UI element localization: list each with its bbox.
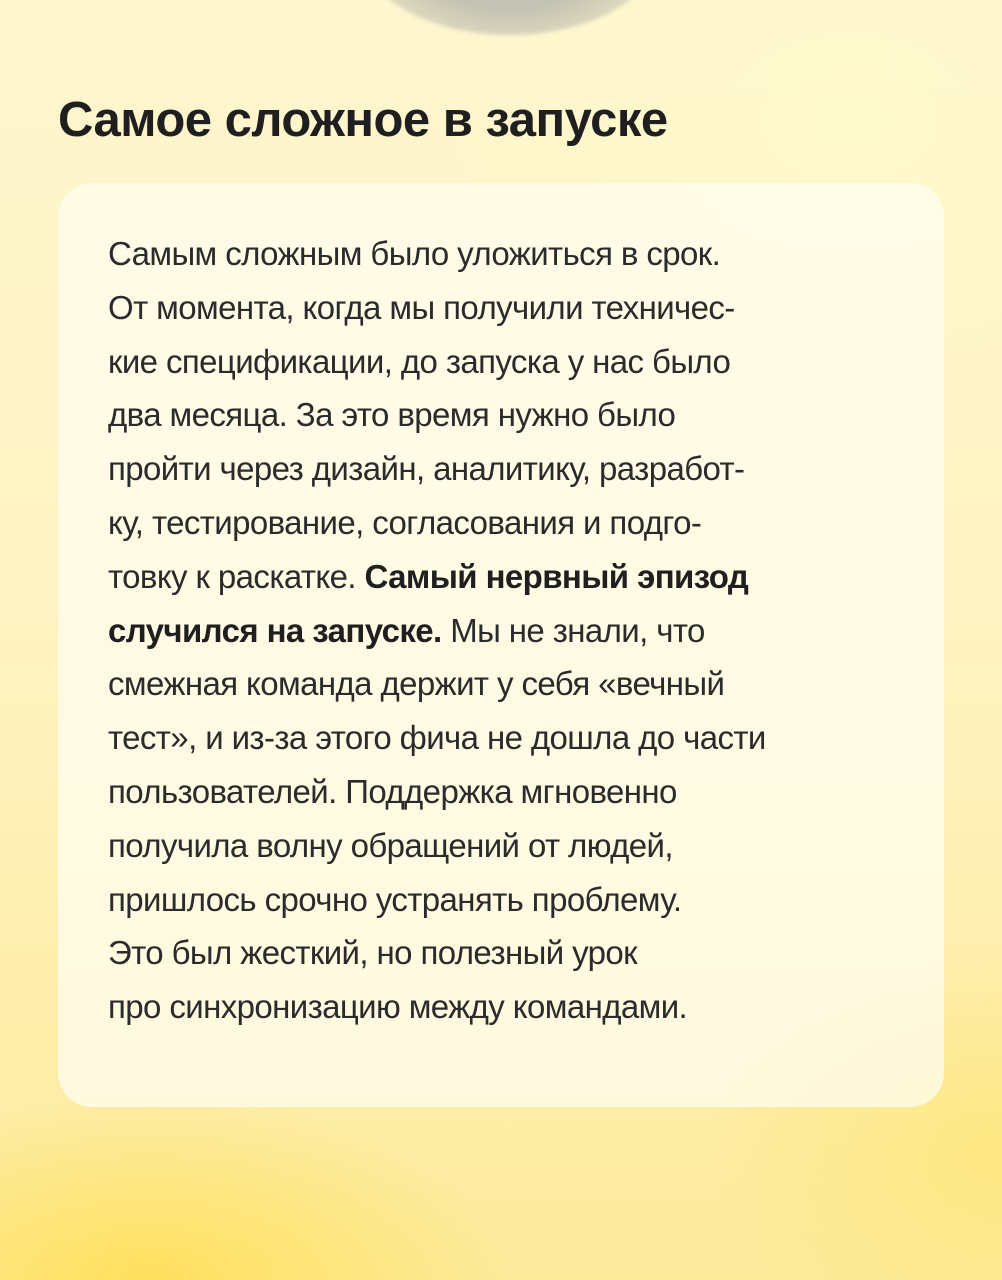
paragraph-line: тест», и из-за этого фича не дошла до части: [108, 719, 766, 757]
paragraph-line: Это был жесткий, но полезный урок: [108, 934, 637, 972]
paragraph-line: От момента, когда мы получили техничес-: [108, 288, 735, 326]
highlight-text: Самый нервный эпизод: [364, 557, 749, 595]
paragraph-line: пришлось срочно устранять проблему.: [108, 880, 682, 918]
page-title: Самое сложное в запуске: [58, 93, 668, 147]
paragraph-text: товку к раскатке.: [108, 557, 365, 595]
paragraph-line: про синхронизацию между командами.: [108, 988, 688, 1026]
body-paragraph: [108, 227, 904, 1034]
paragraph-line: пройти через дизайн, аналитику, разработ-: [108, 450, 745, 488]
paragraph-line: ку, тестирование, согласования и подго-: [108, 503, 702, 541]
paragraph-line: пользователей. Поддержка мгновенно: [108, 772, 677, 810]
decorative-disc: [360, 0, 660, 35]
paragraph-line: [108, 604, 904, 658]
paragraph-line: смежная команда держит у себя «вечный: [108, 665, 725, 703]
text-card: [58, 183, 944, 1107]
paragraph-line: кие спецификации, до запуска у нас было: [108, 342, 731, 380]
paragraph-text: Мы не знали, что: [441, 611, 705, 649]
highlight-text: случился на запуске.: [108, 611, 442, 649]
paragraph-line: получила волну обращений от людей,: [108, 826, 673, 864]
paragraph-line: [108, 550, 904, 604]
paragraph-line: два месяца. За это время нужно было: [108, 396, 676, 434]
paragraph-line: Самым сложным было уложиться в срок.: [108, 235, 721, 272]
